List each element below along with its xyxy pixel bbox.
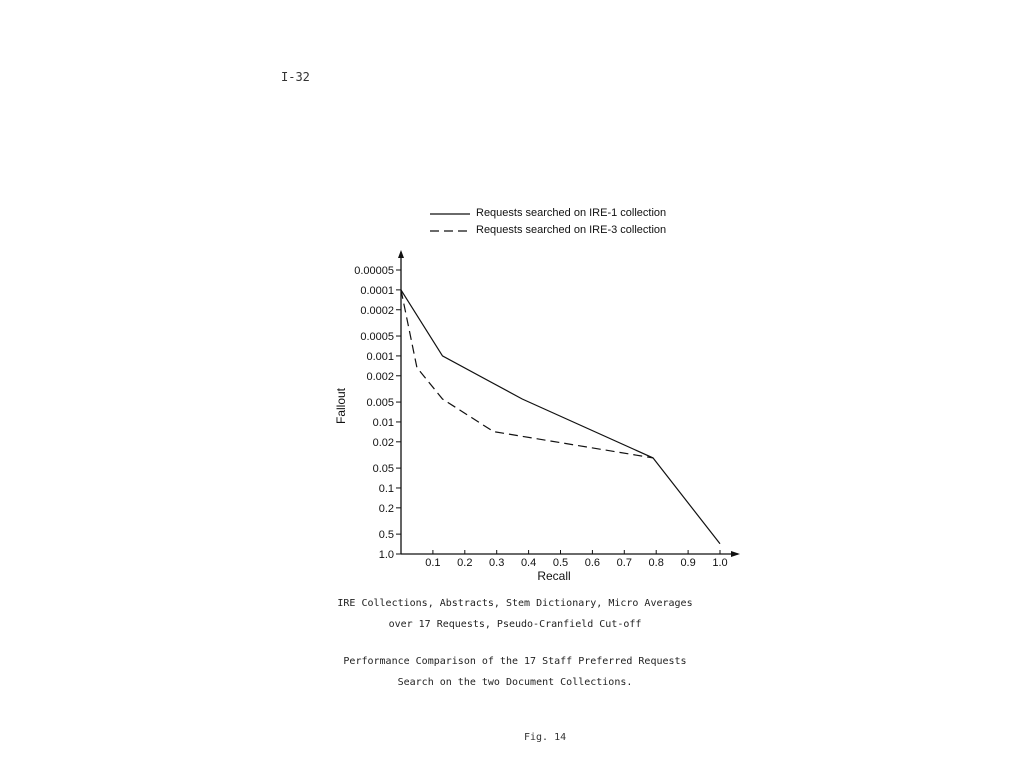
legend-entry-ire-3: Requests searched on IRE-3 collection bbox=[476, 224, 667, 236]
y-tick-label: 0.00005 bbox=[354, 265, 394, 277]
y-tick-label: 0.5 bbox=[378, 529, 394, 542]
y-axis-label: Fallout bbox=[334, 387, 348, 425]
page-number: I-32 bbox=[281, 70, 310, 84]
x-tick-label: 0.2 bbox=[457, 557, 473, 569]
x-tick-label: 0.7 bbox=[616, 557, 632, 569]
y-tick-label: 0.0005 bbox=[360, 331, 394, 344]
x-tick-label: 0.6 bbox=[584, 557, 601, 569]
caption-line-3: Performance Comparison of the 17 Staff Preferred Requests bbox=[343, 656, 687, 667]
x-tick-label: 0.9 bbox=[680, 557, 696, 569]
caption-line-2: over 17 Requests, Pseudo-Cranfield Cut-off bbox=[388, 619, 642, 630]
series-ire-3-line bbox=[401, 290, 653, 458]
y-tick-label: 0.0001 bbox=[360, 284, 394, 297]
y-tick-label: 0.2 bbox=[378, 502, 394, 515]
legend-entry-ire-1: Requests searched on IRE-1 collection bbox=[476, 207, 667, 219]
y-tick-label: 0.01 bbox=[372, 416, 394, 429]
caption-line-1: IRE Collections, Abstracts, Stem Dictionary, Micro Averages bbox=[337, 598, 693, 609]
x-tick-label: 1.0 bbox=[712, 557, 728, 569]
x-tick-label: 0.3 bbox=[489, 557, 505, 569]
y-tick-label: 0.02 bbox=[372, 436, 394, 449]
y-tick-label: 0.05 bbox=[372, 463, 394, 476]
x-axis-arrow bbox=[731, 551, 740, 557]
x-tick-label: 0.1 bbox=[425, 557, 441, 569]
y-tick-label: 0.001 bbox=[366, 350, 394, 363]
caption-line-4: Search on the two Document Collections. bbox=[397, 677, 633, 688]
x-tick-label: 0.5 bbox=[552, 557, 569, 569]
x-tick-label: 0.8 bbox=[648, 557, 664, 569]
x-tick-label: 0.4 bbox=[520, 557, 537, 569]
legend bbox=[430, 207, 666, 236]
y-tick-label: 0.002 bbox=[366, 370, 394, 383]
chart-series bbox=[401, 290, 720, 544]
x-axis-ticks bbox=[425, 550, 727, 569]
x-axis-label: Recall bbox=[537, 569, 571, 583]
y-axis-ticks bbox=[354, 265, 401, 561]
y-tick-label: 0.0002 bbox=[360, 304, 394, 317]
figure-label: Fig. 14 bbox=[524, 732, 567, 743]
y-tick-label: 0.1 bbox=[378, 482, 394, 495]
y-tick-label: 1.0 bbox=[378, 549, 394, 561]
y-tick-label: 0.005 bbox=[366, 397, 394, 410]
y-axis-arrow bbox=[398, 250, 404, 258]
series-ire-1-line bbox=[401, 290, 720, 544]
